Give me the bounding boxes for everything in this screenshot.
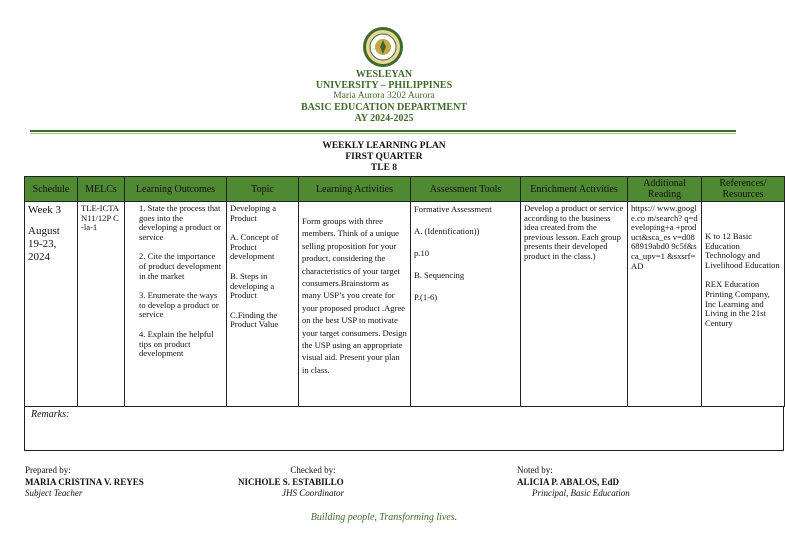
outcomes-cell	[125, 202, 227, 407]
column-header-learning-activities: Learning Activities	[299, 177, 411, 202]
remarks-label: Remarks:	[31, 409, 70, 420]
topic-item: C.Finding the Product Value	[230, 309, 279, 330]
column-header-learning-outcomes: Learning Outcomes	[125, 177, 227, 202]
assessment-cell	[411, 202, 521, 407]
checked-by-block	[238, 465, 388, 500]
checked-by-name: NICHOLE S. ESTABILLO	[238, 476, 344, 487]
reference-item: REX Education Printing Company, Inc Learning and Living in the 21st Century	[705, 279, 770, 328]
noted-by-name: ALICIA P. ABALOS, EdD	[517, 476, 619, 487]
prepared-by-role: Subject Teacher	[25, 488, 83, 498]
learning-activity-text: Form groups with three members. Think of a unique selling proposition for your product, considering the characteristics of your target consumers.Brainstorm as many USP’s you create for your proposed product .Agree on the best USP to motivate your target consumers. Design the USP using an appropriate visual aid. Present your plan in class.	[302, 216, 407, 375]
column-header-enrichment-activities: Enrichment Activities	[521, 177, 628, 202]
plan-title: WEEKLY LEARNING PLAN	[322, 141, 446, 151]
activities-cell	[299, 202, 411, 407]
prepared-by-label: Prepared by:	[25, 465, 71, 475]
table-header-row	[25, 177, 785, 202]
column-header-topic: Topic	[227, 177, 299, 202]
plan-subject: TLE 8	[370, 163, 398, 173]
checked-by-role: JHS Coordinator	[282, 488, 344, 498]
header-divider-shadow	[30, 133, 736, 134]
column-header-additional-reading: Additional Reading	[628, 177, 702, 202]
column-header-assessment-tools: Assessment Tools	[411, 177, 521, 202]
column-header-references: References/ Resources	[702, 177, 785, 202]
assessment-item: p.10	[414, 248, 430, 258]
enrichment-cell	[521, 202, 628, 407]
assessment-item: P.(1-6)	[414, 292, 438, 302]
outcome-item: 2. Cite the importance of product development in the market	[139, 251, 222, 281]
schedule-dates: August 19-23, 2024	[28, 225, 60, 263]
assessment-item: Formative Assessment	[414, 204, 492, 214]
outcome-item: 3. Enumerate the ways to develop a product or service	[139, 290, 219, 320]
prepared-by-name: MARIA CRISTINA V. REYES	[25, 476, 144, 487]
outcome-item: 4. Explain the helpful tips on product development	[139, 328, 214, 359]
tagline: Building people, Transforming lives.	[310, 512, 458, 523]
university-name-line1: WESLEYAN	[355, 69, 413, 80]
university-name-line2: UNIVERSITY – PHILIPPINES	[315, 80, 453, 91]
column-header-melcs: MELCs	[78, 177, 125, 202]
prepared-by-block	[25, 465, 144, 500]
plan-quarter: FIRST QUARTER	[345, 152, 423, 162]
topic-cell	[227, 202, 299, 407]
table-row	[25, 202, 785, 407]
remarks-box	[24, 407, 784, 451]
assessment-item: B. Sequencing	[414, 270, 465, 280]
schedule-cell	[25, 202, 78, 407]
assessment-item: A. (Identification))	[414, 226, 480, 236]
reference-item: K to 12 Basic Education Technology and Livelihood Education	[705, 231, 780, 270]
outcome-item: 1. State the process that goes into the developing a product or service	[139, 203, 221, 242]
university-seal-logo	[362, 26, 404, 68]
university-name	[0, 69, 768, 124]
department-name: BASIC EDUCATION DEPARTMENT	[301, 102, 467, 113]
reading-cell	[628, 202, 702, 407]
checked-by-label: Checked by:	[290, 465, 336, 475]
university-address: Maria Aurora 3202 Aurora	[333, 91, 435, 101]
references-cell	[702, 202, 785, 407]
melcs-cell	[78, 202, 125, 407]
noted-by-label: Noted by:	[517, 465, 553, 475]
additional-reading-link[interactable]: https:// www.google.co m/search? q=developing+a +product&sca_es v=d0868919abd0 9c5f&sca_upv=1 &sxsrf=AD	[631, 203, 698, 271]
topic-item: B. Steps in developing a Product	[230, 270, 275, 301]
topic-item: Developing a Product	[230, 203, 277, 223]
header-divider	[30, 130, 736, 132]
schedule-week: Week 3	[28, 204, 62, 216]
noted-by-block	[517, 465, 630, 500]
school-year: AY 2024-2025	[354, 113, 414, 124]
topic-item: A. Concept of Product development	[230, 232, 279, 262]
enrichment-text: Develop a product or service according to the business idea created from the previous lesson. Each group presents their developed product in the class.)	[524, 203, 624, 261]
noted-by-role: Principal, Basic Education	[532, 488, 630, 498]
learning-plan-table	[24, 176, 785, 407]
melcs-code: TLE-ICTA N11/12P C-la-1	[81, 203, 119, 233]
column-header-schedule: Schedule	[25, 177, 78, 202]
